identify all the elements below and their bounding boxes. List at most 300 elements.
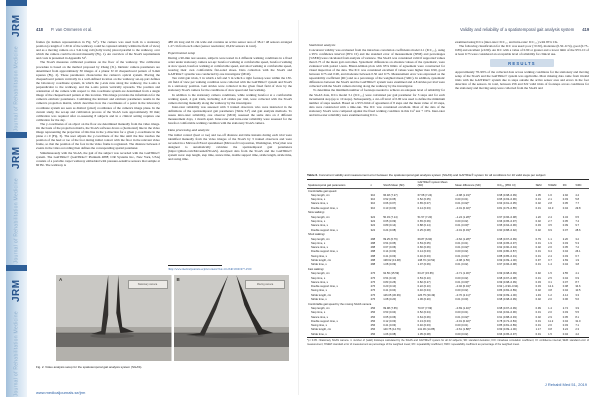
table-cell: 0.81 (0.76–0.85) — [497, 206, 517, 210]
table-cell: 0.14 (0.03) — [383, 250, 397, 254]
left-page-column-1 — [36, 40, 160, 288]
table-cell: 0.99 (0.98–0.99) — [497, 272, 517, 276]
table-cell: 288 — [370, 246, 376, 250]
table-cell: 1.5 — [548, 272, 552, 276]
table-column-header: Spatiotemporal gait parameters — [307, 180, 370, 189]
table-cell: −0.01 (0.03)* — [455, 228, 471, 232]
table-cell: 322 — [370, 228, 376, 232]
table-cell: 0.92 — [535, 272, 541, 276]
table-cell: 2.5 — [548, 276, 552, 280]
table-cell: 310 — [370, 202, 376, 206]
table-cell: Double support time, s — [311, 228, 338, 232]
table-cell: 0.98 (0.98–0.99) — [497, 297, 517, 301]
table-cell: 0.00 (0.02) — [455, 332, 469, 336]
table-cell: 0.02 — [535, 315, 541, 319]
table-cell: 2.55 — [562, 272, 569, 276]
jrm-logo-text: JRM — [11, 14, 22, 38]
table-cell: 0.01 — [535, 250, 541, 254]
table-cell: 256 — [370, 319, 376, 323]
table-cell: 5.5 — [575, 311, 580, 315]
table-cell: 62.56 (15.59) — [383, 272, 400, 276]
table-cell: 322 — [370, 219, 376, 223]
table-cell: 0.98 (0.97–0.98) — [497, 276, 517, 280]
figure-2-caption: Fig. 2. Video analysis setup for the spatiotemporal gait analysis system (SGAS). — [36, 365, 143, 369]
table-cell: 0.07 — [562, 228, 569, 232]
right-page-column-2 — [455, 40, 589, 172]
table-cell: 4.2 — [575, 332, 580, 336]
table-2-caption — [307, 173, 589, 177]
table-cell: 11.2 — [548, 319, 554, 323]
table-cell: 28.6 — [575, 228, 581, 232]
table-cell: 34.6 — [575, 285, 581, 289]
table-cell: 0.79 — [535, 237, 541, 241]
table-cell: 26.1 — [575, 250, 581, 254]
table-cell: 0.78 (0.72–0.83) — [497, 319, 517, 323]
table-cell: Step length, cm — [311, 215, 330, 219]
table-cell: Swing time, s — [311, 324, 327, 328]
table-cell: 0.01 (0.01)* — [455, 254, 470, 258]
table-cell: 0.98 (0.97–0.99) — [497, 307, 517, 311]
table-cell: 256 — [370, 332, 376, 336]
table-cell: 0.01 — [535, 319, 541, 323]
table-cell: 0.02 — [535, 228, 541, 232]
table-cell: 3.5 — [548, 224, 552, 228]
table-cell: 288 — [370, 258, 376, 262]
table-cell: 0.01 — [535, 254, 541, 258]
table-cell: 0.52 (0.04) — [417, 311, 431, 315]
table-cell: 0.52 (0.05) — [417, 198, 431, 202]
body-paragraph: The following classification for the ICC was used: poor (<0.50), moderate (0.50–0.74), good (0.75–0.89) and excellent (≥0.90). An ICC with a value of 0.90 or greater and a lower limit of the 95% CI of at least 0.75 were considered an acceptable level of reliability for clinical use. — [455, 44, 589, 57]
table-cell: 288 — [370, 250, 376, 254]
table-cell: 1.17 — [535, 328, 541, 332]
sidebar-brand-segment — [6, 132, 27, 264]
table-cell: 6.7 — [575, 254, 580, 258]
sidebar-segment-cap — [6, 265, 27, 271]
table-cell: 0.22 (0.10) — [417, 285, 431, 289]
table-cell: 0.54 (0.10) — [383, 276, 397, 280]
table-cell: 0.04 — [562, 263, 569, 267]
table-cell: 4.1 — [575, 272, 580, 276]
table-2 — [307, 179, 589, 338]
table-cell: 0.01 — [535, 198, 541, 202]
table-cell: 0.96 (0.95–0.97) — [497, 241, 517, 245]
table-cell: 0.14 (0.03) — [417, 250, 431, 254]
table-cell: 126.05 (30.39) — [383, 293, 401, 297]
table-cell: −0.08 (1.56) — [455, 258, 470, 262]
table-cell: 0.86 (0.82–0.89) — [497, 289, 517, 293]
panel-b-letter: B — [176, 277, 180, 282]
table-cell: 0.99 — [535, 307, 541, 311]
table-cell: 0.40 (0.03) — [417, 254, 431, 258]
table-cell: 0.01 (0.03)* — [455, 224, 470, 228]
table-cell: 5.3 — [575, 241, 580, 245]
table-cell: 0.05 — [562, 315, 569, 319]
right-page-number: 419 — [582, 27, 590, 32]
table-cell: 0.99 (0.98–0.99) — [497, 280, 517, 284]
table-cell: Swing time, s — [311, 289, 327, 293]
table-cell: 6.9 — [575, 276, 580, 280]
section-subheading: Statistical analysis — [309, 42, 336, 47]
table-cell: 0.40 (0.03) — [417, 324, 431, 328]
table-cell: 276 — [370, 289, 376, 293]
table-cell: 1.06 (0.08) — [383, 332, 397, 336]
table-cell: Stride time, s — [311, 297, 327, 301]
table-cell: 3.1 — [548, 280, 552, 284]
journal-citation-footer: J Rehabil Med 51, 2019 — [544, 382, 587, 387]
table-cell: 310 — [370, 206, 376, 210]
table-cell: 1.06 (0.20) — [417, 297, 431, 301]
table-cell: 0.12 (0.03) — [383, 319, 397, 323]
table-cell: 0.01 (0.01) — [455, 241, 469, 245]
table-cell: 0.91 (0.88–0.93) — [497, 315, 517, 319]
jrm-logo-text: JRM — [11, 147, 22, 170]
table-cell: Double support time, s — [311, 206, 338, 210]
table-cell: 1.2 — [548, 293, 552, 297]
table-cell: 0.01 (0.03) — [455, 297, 469, 301]
sidebar-brand-segment — [6, 265, 27, 397]
table-cell: 1.4 — [548, 263, 552, 267]
table-cell: −0.69 (1.40)* — [455, 307, 471, 311]
table-cell: −0.02 (0.04)* — [455, 285, 471, 289]
body-paragraph: Concurrent validity was evaluated from the intraclass correlation coefficients model 2.1 (ICC₂,₁), using a 95% confidence interval (95% CI) and the standard error of measurement (SEM) and percentages (%SEM) were calculated from analysis of variance. The SGAS was considered valid if supported values than 0.75 of the mean gait outcomes. Systematic differences on absolute values of the systematic, were evaluated with paired t-tests. Bland-Altman plots with 95% limits of agreement were constructed for visual inspection of the data. The ICC was considered excellent if values were higher than 0.90, good between 0.75 and 0.90, and moderate between 0.50 and 0.75. Measurement error was expressed as the repeatability coefficient (RC) and as a percentage of the weighted mean (%RC). In addition, systematic differences between the SGAS and the GAITRite® system were examined and 4-8 strides per trial were collected with the SGAS camera moving along the walkway by the investigator. — [309, 47, 445, 89]
table-cell: 288 — [370, 254, 376, 258]
table-cell: 7.1 — [575, 324, 580, 328]
table-cell: 0.96 (0.95–0.97) — [497, 332, 517, 336]
table-column-header: SGAS Mean (SD) — [382, 180, 416, 189]
table-cell: 63.27 (15.65) — [417, 272, 434, 276]
table-cell: 276 — [370, 280, 376, 284]
table-cell: 3.24 — [562, 328, 569, 332]
table-cell: 0.65 (0.09) — [417, 219, 431, 223]
table-group-label: Slow walkingᵃ — [308, 211, 325, 215]
table-cell: 0.00 (0.02) — [455, 289, 469, 293]
table-cell: −0.61 (1.88)* — [455, 328, 471, 332]
table-cell: 0.00 (0.02) — [455, 276, 469, 280]
table-cell: 1.08 (0.09) — [383, 263, 397, 267]
table-cell: 0.03 — [562, 324, 569, 328]
table-cell: 0.88 (0.14) — [417, 224, 431, 228]
table-cell: 322 — [370, 224, 376, 228]
table-cell: 1.9 — [548, 241, 552, 245]
table-cell: 126.75 (30.49) — [417, 293, 436, 297]
left-page — [34, 24, 294, 404]
table-cell: 0.02 — [535, 246, 541, 250]
table-cell: 0.07 — [562, 280, 569, 284]
table-column-header: RC — [562, 180, 575, 189]
table-cell: Stance time, s — [311, 246, 329, 250]
table-cell: −0.70 (2.11)* — [455, 293, 471, 297]
table-cell: 7.7 — [575, 202, 580, 206]
table-header-row — [307, 180, 589, 189]
table-cell: 67.68 (7.24) — [417, 193, 433, 197]
table-cell: Stance time, s — [311, 202, 329, 206]
table-cell: 0.96 (0.95–0.97) — [497, 219, 517, 223]
table-group-label: Shod walkingᵃ — [308, 233, 325, 237]
table-cell: Step length, cm — [311, 307, 330, 311]
table-cell: 256 — [370, 311, 376, 315]
table-cell: 0.65 (0.07) — [417, 202, 431, 206]
table-cell: 0.01 (0.02)* — [455, 315, 470, 319]
table-cell: 0.14 (0.03) — [417, 206, 431, 210]
body-paragraph: Ten valid gait trials, 5 in which a left and 5 in which a right footstep were within the 130-cm field of view per walking condition were collected with the GAITRite® system and SGAS in a stationary position. Gait strides were collected in the given fixed field of view by the stationary SGAS camera for the conditions of slow speed and fast walking. — [168, 76, 292, 93]
left-running-head — [36, 27, 291, 32]
table-cell: 2.6 — [548, 324, 552, 328]
table-cell: Stance time, s — [311, 224, 329, 228]
table-cell: 9.9 — [548, 228, 552, 232]
table-cell: 1.20 — [535, 215, 541, 219]
table-cell: 138.70 (13.52) — [417, 258, 436, 262]
table-cell: 1.9 — [575, 258, 580, 262]
body-paragraph: examined using ICCs (inter-rater: ICC₂,₁ and intra-rater: ICC₃,₁) with 95% CIs. — [455, 40, 559, 44]
table-cell: Step time, s — [311, 311, 326, 315]
table-cell: 0.00 (0.02) — [455, 250, 469, 254]
table-cell: 2.8 — [548, 202, 552, 206]
right-page — [303, 24, 593, 404]
body-paragraph: 488 cm long and 61 cm wide and contains an active sensor area of 38.4 × 48 sensors arranged 1.27 cm from each other (sensor resolution; 18,432 sensors in total). — [168, 40, 292, 49]
table-cell: 0.65 (0.09) — [383, 219, 397, 223]
table-cell: 2.6 — [548, 246, 552, 250]
table-cell: 276 — [370, 276, 376, 280]
table-cell: 0.03 — [562, 241, 569, 245]
table-cell: 3.8 — [548, 289, 552, 293]
table-cell: 1.6 — [548, 193, 552, 197]
table-cell: 0.04 — [562, 289, 569, 293]
body-paragraph: frames (in human representation in Fig. S1¹). The camera was used both in a stationary position (a length of 1.30 m of the walkway could be captured reliably within the field of view) and as a moving camera on a 3-m long rail (dolly track) placed parallel to the walkway, over which the camera could be moved manually (Fig. 1). An overview of the SGAS requirements and costs is presented in Appendix S1¹. — [36, 40, 160, 61]
table-cell: 138.62 (13.48) — [383, 258, 401, 262]
table-cell: 0.97 (0.96–0.98) — [497, 263, 517, 267]
table-cell: 0.95 (0.94–0.96) — [497, 224, 517, 228]
table-cell: 0.01 (0.02)* — [455, 202, 470, 206]
table-cell: 276 — [370, 285, 376, 289]
table-cell: 0.01 — [535, 263, 541, 267]
table-cell: 0.93 (0.91–0.95) — [497, 202, 517, 206]
table-cell: 0.84 (0.80–0.87) — [497, 250, 517, 254]
table-cell: 2.9 — [548, 315, 552, 319]
table-cell: 7.4 — [575, 219, 580, 223]
left-page-column-2 — [168, 40, 292, 262]
right-running-head-title: Validity and reliability of a spatiotemporal gait analysis system — [459, 27, 575, 32]
table-cell: 0.03 — [535, 224, 541, 228]
table-cell: 0.97 (0.96–0.98) — [497, 215, 517, 219]
table-cell: 0.25 (0.08) — [417, 228, 431, 232]
table-2-caption-text: Concurrent validity and measurement error between the spatiotemporal gait analysis system (SGAS) and GAITRite® system for all conditions for 10 valid steps per subject — [317, 173, 546, 177]
table-cell: 2.0 — [548, 311, 552, 315]
table-cell: 256 — [370, 324, 376, 328]
sidebar-brand-segment — [6, 0, 27, 132]
table-cell: 0.66 (0.07) — [383, 202, 397, 206]
table-cell: 141.36 (14.85) — [417, 328, 436, 332]
table-cell: 0.02 — [535, 289, 541, 293]
table-cell: 12.4 — [548, 285, 554, 289]
table-cell: 5.6 — [575, 297, 580, 301]
table-column-header: n — [370, 180, 383, 189]
table-cell: 2.0 — [548, 297, 552, 301]
table-cell: 2.4 — [548, 215, 552, 219]
table-cell: 0.00 (0.01) — [455, 198, 469, 202]
table-cell: 0.05 — [562, 219, 569, 223]
table-cell: 0.66 (0.06) — [417, 246, 431, 250]
table-cell: Stride length, cm — [311, 328, 332, 332]
body-paragraph: Simultaneously with the SGAS, the gait of the subject was recorded with the GAITRite® system. The GAITRite® (GAITRite® Platinum 488F, CIR Systems Inc., New York, USA) consists of a portable carpet walkway embedded with pressure-sensitive sensors that sample at 60 Hz. The walkway is — [36, 150, 160, 167]
table-cell: 1.49 — [535, 293, 541, 297]
table-cell: 276 — [370, 293, 376, 297]
table-cell: 3.8 — [575, 263, 580, 267]
table-cell: 0.99 (0.99–1.00) — [497, 258, 517, 262]
table-cell: 10.5 — [575, 289, 581, 293]
table-cell: 0.06 — [562, 297, 569, 301]
table-cell: 0.88 (0.85–0.91) — [497, 254, 517, 258]
table-cell: 0.98 (0.97–0.99) — [497, 237, 517, 241]
table-cell: 1.5 — [548, 332, 552, 336]
table-cell: 0.94 (0.92–0.96) — [497, 311, 517, 315]
table-cell: 0.03 — [535, 280, 541, 284]
left-running-head-authors: P. van Ommeren et al. — [51, 27, 93, 32]
page-footnote — [168, 265, 292, 271]
table-cell: 69.25 (6.76) — [383, 237, 398, 241]
table-cell: 0.01 — [535, 276, 541, 280]
table-cell: 0.98 (0.98–0.99) — [497, 193, 517, 197]
table-cell: 0.83 (0.26) — [383, 280, 397, 284]
table-cell: 0.02 — [535, 202, 541, 206]
panel-a-overlay-label: Stationary camera — [128, 280, 168, 289]
table-cell: 288 — [370, 237, 376, 241]
table-cell: 0.85 (0.81–0.89) — [497, 324, 517, 328]
journal-name-vertical: Journal of Rehabilitation Medicine — [13, 178, 20, 265]
table-cell: 0.53 (0.04) — [383, 311, 397, 315]
table-cell: 0.82 (0.27) — [417, 280, 431, 284]
table-cell: 276 — [370, 297, 376, 301]
table-cell: 0.99 (0.99–1.00) — [497, 293, 517, 297]
table-cell: 0.04 — [562, 276, 569, 280]
table-cell: Double support time, s — [311, 285, 338, 289]
table-cell: 0.95 (0.93–0.96) — [497, 198, 517, 202]
table-cell: 9.7 — [575, 224, 580, 228]
table-cell: 2.74 — [562, 307, 569, 311]
panel-a-letter: A — [59, 277, 63, 282]
body-paragraph: Approximately 78–99% of the collected data across walking conditions for the stationary and moving setup of the SGAS and the GAITRite® system was applicable. Most missing data came from invalid trials with the GAITRite® system due to steps outside the active sensor area and errors in the foot detection of the sensors. In total, between 256 and 322 valid trials of footsteps across conditions for the stationary and moving setup were collected from the SGAS and — [455, 69, 589, 91]
table-cell: 2.1 — [548, 198, 552, 202]
table-cell: 0.41 (0.04) — [383, 289, 397, 293]
table-cell: Step length, cm — [311, 272, 330, 276]
table-column-header: %RC — [574, 180, 589, 189]
table-cell: −1.24 (1.28)* — [455, 215, 471, 219]
body-paragraph: The SGAS measures calibrated positions on the floor of the walkway. The calibration procedure is based on the method proposed by Zhang (31). Intrinsic camera parameters are determined from approximately 30 images of a planar 6×10 chequerboard pattern of 9-mm squares (Fig. 2). These parameters characterize the camera's optical system. Placing the chequerboard pattern vertically in a well-defined location on the walkway set-up part defines the laboratory coordinate system, in which the y-axis runs along the walkway, the x-axis is perpendicular to the walkway, and the z-axis points vertically upwards. The position and orientation of the camera with respect to this coordinate system are determined from a single image of the chequerboard pattern at this location. This image provides the information for the camera's extrinsic parameters. Combining the intrinsic and extrinsic parameters results in the camera's projection matrix, which describes how the coordinates of a point in the laboratory coordinate system are seen as distinct (pixel) coordinates of the camera's image plane. In the current study, the set-up and calibration process of the SGAS took approximately 30 min; calibration was required after re-assessing 8 subjects and in a clinical setting requires one calibration for the day. — [36, 60, 160, 122]
table-column-header: Mean difference (SD) — [454, 180, 496, 189]
table-cell: 0.53 (0.05) — [417, 241, 431, 245]
table-cell: 1.05 — [535, 193, 541, 197]
table-cell: 0.00 (0.01) — [455, 311, 469, 315]
panel-b-overlay-label: Moving camera — [245, 280, 285, 289]
footnote-rule — [168, 265, 222, 266]
table-cell: Swing time, s — [311, 254, 327, 258]
table-2-footnote: *p < 0.05. ᵃStationary SGAS camera. n: number of (valid) footsteps calculated by the SGAS and GAITRite® system for all 22 subjects; SD: standard deviation; ICC: intraclass correlation coefficient; CI: confidence interval; SEM: standard error of measurement; %SEM: standard error of measurement as percentage of the weighted mean; RC: repeatability coefficient; %RC: repeatability coefficient as percentage of the weighted mean. — [307, 339, 589, 346]
table-cell: 0.65 (0.06) — [383, 315, 397, 319]
table-cell: 0.92 (0.90–0.94) — [497, 246, 517, 250]
table-cell: 70.67 (7.69) — [417, 307, 433, 311]
table-cell: 1.08 (0.20) — [383, 297, 397, 301]
table-cell: 51.57 (7.20) — [417, 215, 433, 219]
table-cell: 0.05 — [562, 246, 569, 250]
table-cell: 6.5 — [575, 215, 580, 219]
table-column-header: GAITRite® system Mean (SD) — [417, 180, 455, 189]
table-cell: 0.01 — [535, 311, 541, 315]
table-cell: −0.01 (0.02)* — [455, 319, 471, 323]
table-cell: 8.7 — [575, 280, 580, 284]
table-cell: Double support time, s — [311, 319, 338, 323]
table-cell: 0.01 (0.02)* — [455, 246, 470, 250]
footnote-url-link[interactable]: ¹http://www.medicaljournals.se/jrm/content/?doi=10.2340/16501977-2559 — [168, 267, 252, 271]
table-cell: 9.4 — [548, 250, 552, 254]
table-cell: 69.98 (7.65) — [383, 307, 398, 311]
table-cell: 0.24 (0.08) — [383, 228, 397, 232]
right-page-column-1 — [309, 40, 445, 172]
table-cell: 256 — [370, 315, 376, 319]
body-paragraph: The initial contact (heel or toe) and toe-off distance and time instants during each trial were identified manually from the video images of the SGAS by 3 trained observers and were recorded in a Microsoft Excel spreadsheet (Microsoft Corporation, Washington, USA) that was designed to automatically calculate the spatiotemporal gait parameters (https://github.com/Moveshelf/SGAS). Analysed data from the SGAS and the GAITRite® system were: step length, step time, stance time, double support time, stride length, stride time, and swing time. — [168, 132, 292, 162]
table-cell: 0.01 — [535, 332, 541, 336]
table-cell: 0.67 (0.06) — [383, 246, 397, 250]
page-gutter-divider — [298, 20, 299, 395]
table-cell: 2.4 — [548, 254, 552, 258]
table-cell: 2.92 — [562, 193, 569, 197]
table-cell: 310 — [370, 193, 376, 197]
table-cell: 4.14 — [562, 293, 569, 297]
table-cell: 2.3 — [575, 328, 580, 332]
table-cell: Stride length, cm — [311, 293, 332, 297]
table-cell: Step time, s — [311, 241, 326, 245]
table-cell: 0.04 — [562, 250, 569, 254]
table-cell: 0.01 (0.02) — [455, 263, 469, 267]
table-cell: 1.07 (0.09) — [417, 263, 431, 267]
results-heading: RESULTS — [490, 59, 554, 67]
table-cell: 0.20 (0.10) — [383, 285, 397, 289]
table-cell: 3.3 — [575, 293, 580, 297]
table-cell: 29.8 — [575, 206, 581, 210]
table-cell: Step time, s — [311, 276, 326, 280]
table-cell: 0.03 — [562, 198, 569, 202]
table-cell: 0.41 (0.03) — [383, 324, 397, 328]
table-row — [307, 333, 589, 338]
table-cell: −0.71 (1.30)* — [455, 272, 471, 276]
table-cell: Stance time, s — [311, 315, 329, 319]
table-cell: 7.2 — [575, 246, 580, 250]
table-cell: 310 — [370, 198, 376, 202]
table-cell: 1.05 (0.08) — [417, 332, 431, 336]
journal-url-link[interactable]: www.medicaljournals.se/jrm — [36, 390, 86, 395]
table-cell: 0.40 (0.04) — [417, 289, 431, 293]
table-cell: 2.20 — [562, 237, 569, 241]
table-2-container — [307, 173, 589, 346]
table-cell: 0.41 (0.03) — [383, 254, 397, 258]
table-cell: Step length, cm — [311, 193, 330, 197]
table-cell: 0.99 (0.99–1.00) — [497, 328, 517, 332]
table-cell: 322 — [370, 215, 376, 219]
table-cell: 0.52 (0.05) — [383, 198, 397, 202]
table-cell: Stance time, s — [311, 280, 329, 284]
figure-2-gait-photos — [56, 275, 289, 361]
table-cell: 0.00 (0.02) — [455, 219, 469, 223]
section-subheading: Data processing and analysis — [168, 127, 210, 132]
table-cell: 0.53 (0.10) — [417, 276, 431, 280]
table-cell: 0.03 — [562, 311, 569, 315]
table-cell: −0.98 (1.19)* — [455, 193, 471, 197]
table-cell: 0.03 — [535, 285, 541, 289]
section-subheading: Experimental setup — [168, 50, 196, 55]
body-paragraph: During a 90-min test session, subjects were tested in 4 different walking conditions in a fixed order under stationary camera set-up: barefoot walking at comfortable speed, barefoot walking at slow speed, barefoot walking at comfortable speed, and shod walking at comfortable speed, wearing their own comfortable flat-soled shoes. Data collection with the SGAS and GAITRite® systems was conducted by one investigator (MvO). — [168, 55, 292, 77]
table-cell: 0.05 — [562, 202, 569, 206]
table-cell: 0.02 — [535, 219, 541, 223]
table-cell: Stride length, cm — [311, 258, 332, 262]
table-cell: 31.0 — [575, 319, 581, 323]
